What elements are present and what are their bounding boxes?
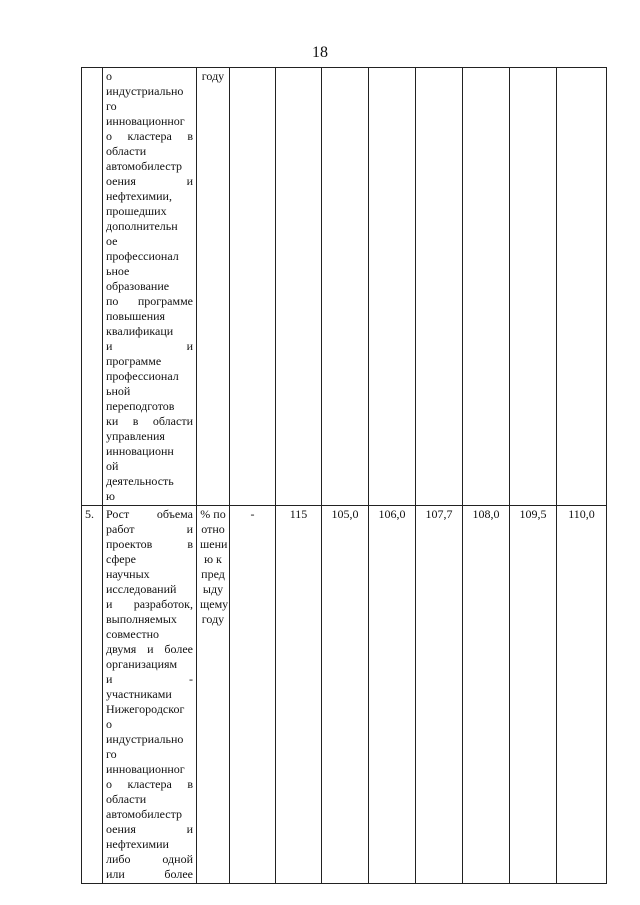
indicator-name-line: го bbox=[106, 747, 117, 761]
indicator-name-line: организациям bbox=[106, 657, 178, 671]
value-cell: 107,7 bbox=[416, 506, 463, 884]
indicator-name-line: инновационног bbox=[106, 762, 185, 776]
indicator-name-line: и разработок, bbox=[106, 597, 193, 611]
indicator-name-line: нефтехимии bbox=[106, 837, 169, 851]
unit-line: отно bbox=[201, 522, 225, 536]
indicator-name-cell bbox=[103, 506, 197, 884]
value-cell: 108,0 bbox=[463, 506, 510, 884]
row-number-cell: 5. bbox=[82, 506, 103, 884]
unit-line: ю к bbox=[204, 552, 222, 566]
indicator-name-line: нефтехимии, bbox=[106, 189, 172, 203]
indicator-name-line: проектов в bbox=[106, 537, 193, 551]
indicator-name-line: профессионал bbox=[106, 369, 179, 383]
indicator-name-line: инновационног bbox=[106, 114, 185, 128]
indicator-name-line: области bbox=[106, 792, 147, 806]
indicator-name-line: либо одной bbox=[106, 852, 193, 866]
row-number-cell bbox=[82, 68, 103, 506]
indicator-name-line: о кластера в bbox=[106, 129, 193, 143]
indicator-name-line: повышения bbox=[106, 309, 166, 323]
indicator-name-line: ой bbox=[106, 459, 119, 473]
indicator-name-cell bbox=[103, 68, 197, 506]
unit-line: щему bbox=[200, 597, 229, 611]
indicator-name-line: Нижегородског bbox=[106, 702, 185, 716]
unit-line: году bbox=[201, 69, 225, 83]
indicator-name-line: индустриально bbox=[106, 84, 184, 98]
value-cell bbox=[322, 68, 369, 506]
unit-line: ыду bbox=[202, 582, 224, 596]
indicator-name-line: автомобилестр bbox=[106, 807, 183, 821]
indicator-name-line: или более bbox=[106, 867, 193, 881]
indicator-name-line: профессионал bbox=[106, 249, 179, 263]
unit-line: % по bbox=[200, 507, 226, 521]
indicator-name-line: о bbox=[106, 717, 112, 731]
page-number: 18 bbox=[312, 44, 328, 61]
indicator-name-line: ю bbox=[106, 489, 115, 503]
value-cell bbox=[276, 68, 322, 506]
indicator-name-line: управления bbox=[106, 429, 165, 443]
value-cell bbox=[510, 68, 557, 506]
indicator-name-line: по программе bbox=[106, 294, 193, 308]
unit-cell bbox=[197, 506, 230, 884]
value-cell: 106,0 bbox=[369, 506, 416, 884]
indicator-name-line: деятельность bbox=[106, 474, 174, 488]
indicator-name-line: о bbox=[106, 69, 112, 83]
value-cell bbox=[416, 68, 463, 506]
value-cell: - bbox=[230, 506, 276, 884]
value-cell: 105,0 bbox=[322, 506, 369, 884]
indicator-name-line: и - bbox=[106, 672, 193, 686]
unit-line: пред bbox=[201, 567, 225, 581]
value-cell: 109,5 bbox=[510, 506, 557, 884]
indicator-name-line: сфере bbox=[106, 552, 136, 566]
value-cell: 115 bbox=[276, 506, 322, 884]
indicator-name-line: дополнительн bbox=[106, 219, 178, 233]
indicator-name-line: Рост объема bbox=[106, 507, 193, 521]
indicator-name-line: двумя и более bbox=[106, 642, 193, 656]
table-row bbox=[82, 68, 607, 506]
indicator-name-line: ьное bbox=[106, 264, 130, 278]
indicator-name-line: научных bbox=[106, 567, 150, 581]
indicator-name-line: прошедших bbox=[106, 204, 167, 218]
indicator-name-line: совместно bbox=[106, 627, 159, 641]
value-cell bbox=[463, 68, 510, 506]
indicator-name-line: автомобилестр bbox=[106, 159, 183, 173]
unit-line: шени bbox=[200, 537, 228, 551]
indicator-name-line: области bbox=[106, 144, 147, 158]
indicator-name-line: индустриально bbox=[106, 732, 184, 746]
indicator-name-line: образование bbox=[106, 279, 170, 293]
indicator-name-line: оения и bbox=[106, 174, 193, 188]
indicator-name-line: ьной bbox=[106, 384, 131, 398]
indicator-name-line: квалификаци bbox=[106, 324, 174, 338]
table-row bbox=[82, 506, 607, 884]
indicator-name-line: работ и bbox=[106, 522, 193, 536]
indicator-name-line: участниками bbox=[106, 687, 172, 701]
indicator-name-line: о кластера в bbox=[106, 777, 193, 791]
indicator-name-line: го bbox=[106, 99, 117, 113]
value-cell bbox=[557, 68, 607, 506]
indicator-name-line: переподготов bbox=[106, 399, 175, 413]
value-cell bbox=[230, 68, 276, 506]
indicator-name-line: ое bbox=[106, 234, 118, 248]
value-cell: 110,0 bbox=[557, 506, 607, 884]
indicator-name-line: программе bbox=[106, 354, 162, 368]
value-cell bbox=[369, 68, 416, 506]
indicator-name-line: исследований bbox=[106, 582, 177, 596]
indicator-name-line: и и bbox=[106, 339, 193, 353]
indicator-name-line: оения и bbox=[106, 822, 193, 836]
indicators-table bbox=[81, 67, 607, 884]
indicator-name-line: инновационн bbox=[106, 444, 174, 458]
indicator-name-line: выполняемых bbox=[106, 612, 177, 626]
unit-line: году bbox=[201, 612, 225, 626]
indicator-name-line: ки в области bbox=[106, 414, 193, 428]
unit-cell bbox=[197, 68, 230, 506]
